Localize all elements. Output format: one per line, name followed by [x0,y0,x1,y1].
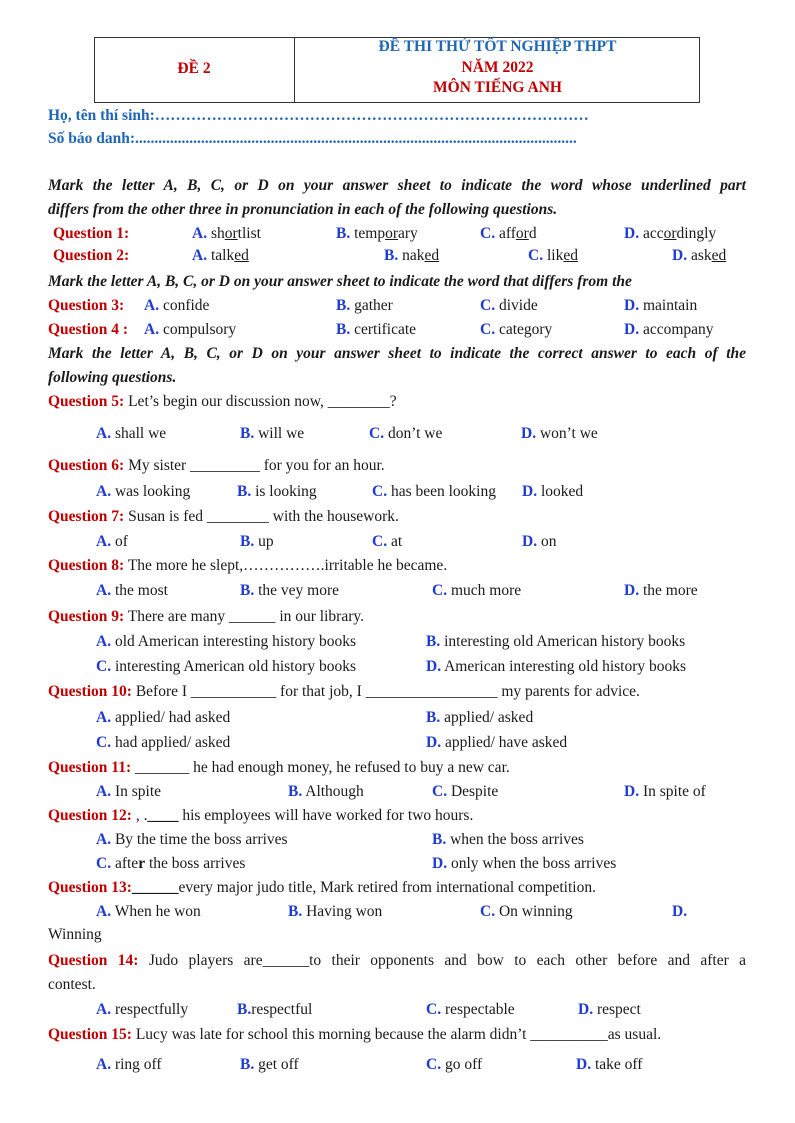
question-label: Question 12: [48,807,132,824]
option-letter: A. [96,582,112,599]
option-letter: D. [672,247,688,264]
option-text: d [528,225,537,242]
option-text: respectful [251,1001,313,1018]
q11-option-b[interactable] [288,783,364,801]
option-text: On winning [498,903,573,920]
option-letter: B. [426,633,441,650]
option-text: confide [162,297,210,314]
option-text: In spite [114,783,162,800]
option-text: was looking [114,483,191,500]
option-text: Despite [450,783,499,800]
option-letter: A. [96,709,112,726]
q10-option-a[interactable] [96,709,230,727]
q2-option-d[interactable] [672,247,726,265]
question-13-stem: Question 13:______every major judo title, Mark retired from international competition. [48,879,596,896]
question-label: Question 14: [48,952,139,969]
option-letter: B. [336,321,351,338]
q7-option-d[interactable] [522,533,556,551]
question-label: Question 5: [48,393,125,410]
option-text: respectfully [114,1001,189,1018]
option-letter: A. [96,903,112,920]
option-text: looked [540,483,584,500]
option-letter: C. [426,1001,442,1018]
q6-option-d[interactable] [522,483,583,501]
option-letter: A. [96,633,112,650]
q12-option-d[interactable] [432,855,616,873]
option-letter: D. [576,1056,592,1073]
option-text: certificate [354,321,417,338]
option-text: ring off [114,1056,162,1073]
option-letter: C. [480,225,496,242]
option-letter: D. [426,658,442,675]
question-1-label: Question 1: [53,225,130,242]
q9-option-c[interactable] [96,658,356,676]
option-text: will we [258,425,305,442]
question-6-stem: Question 6: My sister _________ for you for an hour. [48,457,385,474]
option-letter: B. [288,903,303,920]
q3-option-b[interactable] [336,297,393,315]
q7-option-a[interactable] [96,533,128,551]
q5-option-a[interactable] [96,425,166,443]
instruction-grammar-line2: following questions. [48,369,177,386]
option-text: at [390,533,403,550]
q12-option-c[interactable]: C. after the boss arrives [96,855,246,872]
option-text: tlist [237,225,261,242]
option-letter: B. [288,783,303,800]
q14-option-c[interactable] [426,1001,515,1019]
option-text: accompany [642,321,714,338]
q11-option-a[interactable] [96,783,161,801]
underlined-part: or [224,225,238,242]
exam-title-line1: ĐỀ THI THỬ TỐT NGHIỆP THPT [378,38,617,55]
question-2-label: Question 2: [53,247,130,264]
option-letter: D. [624,321,640,338]
option-text: temp [354,225,386,242]
option-letter: A. [192,247,208,264]
option-text: applied/ asked [444,709,534,726]
option-text: gather [354,297,393,314]
option-letter: C. [432,582,448,599]
option-letter: C. [528,247,544,264]
q2-option-c[interactable] [528,247,578,265]
q13-option-d-letter[interactable]: D. [672,903,688,920]
question-label: Question 15: [48,1026,132,1043]
option-text: afte [114,855,139,872]
underlined-part: ed [424,247,440,264]
question-10-stem: Question 10: Before I ___________ for that job, I _________________ my parents for advice. [48,683,640,700]
option-text: dingly [676,225,717,242]
q13-option-b[interactable] [288,903,382,921]
q15-option-a[interactable] [96,1056,162,1074]
exam-code: ĐỀ 2 [177,60,211,77]
option-text: category [498,321,553,338]
option-letter: C. [480,321,496,338]
option-letter: C. [426,1056,442,1073]
q9-option-b[interactable] [426,633,685,651]
option-letter: D. [578,1001,594,1018]
option-text: maintain [642,297,698,314]
q10-option-d[interactable] [426,734,567,752]
q4-option-d[interactable] [624,321,714,339]
option-text: old American interesting history books [114,633,357,650]
option-letter: B. [432,831,447,848]
q10-option-c[interactable] [96,734,230,752]
option-text: divide [498,297,538,314]
option-text: sh [210,225,225,242]
option-letter: A. [96,783,112,800]
q5-option-c[interactable] [369,425,442,443]
q12-option-a[interactable] [96,831,288,849]
question-label: Question 6: [48,457,125,474]
q15-option-c[interactable] [426,1056,482,1074]
q11-option-c[interactable] [432,783,498,801]
option-letter: C. [96,855,112,872]
option-letter: D. [624,582,640,599]
option-letter: C. [480,903,496,920]
q4-option-b[interactable] [336,321,416,339]
q14-option-b[interactable] [237,1001,312,1019]
option-text: on [540,533,557,550]
option-letter: D. [624,297,640,314]
underlined-part: or [663,225,677,242]
instruction-grammar-line1: Mark the letter A, B, C, or D on your answer sheet to indicate the correct answer to each of the [48,345,746,362]
option-text: has been looking [390,483,496,500]
option-text: the vey more [258,582,340,599]
underlined-part: ed [563,247,578,264]
option-letter: D. [624,783,640,800]
option-letter: A. [144,297,160,314]
q8-option-d[interactable] [624,582,698,600]
q4-option-c[interactable] [480,321,552,339]
option-letter: D. [624,225,640,242]
option-text: applied/ had asked [114,709,231,726]
question-9-stem: Question 9: There are many ______ in our library. [48,608,364,625]
option-letter: D. [521,425,537,442]
q14-option-a[interactable] [96,1001,188,1019]
q1-option-c[interactable] [480,225,537,243]
option-letter: B. [240,1056,255,1073]
option-letter: A. [96,483,112,500]
option-text: don’t we [387,425,443,442]
q13-option-d-text[interactable]: Winning [48,926,102,943]
question-14-stem-cont: contest. [48,976,96,993]
question-label: Question 9: [48,608,125,625]
option-text: when the boss arrives [450,831,584,848]
option-letter: A. [96,533,112,550]
exam-title-line3: MÔN TIẾNG ANH [433,79,562,96]
question-14-stem: Question 14: Judo players are______to their opponents and bow to each other before and after a [48,952,746,969]
option-letter: C. [96,734,112,751]
q3-option-c[interactable] [480,297,538,315]
option-letter: B. [237,1001,252,1018]
underlined-part: ed [234,247,249,264]
instruction-pronunciation-line1: Mark the letter A, B, C, or D on your answer sheet to indicate the word whose underlined part [48,177,746,194]
q15-option-b[interactable] [240,1056,299,1074]
q15-option-d[interactable] [576,1056,642,1074]
option-letter: C. [372,483,388,500]
q3-option-a[interactable] [144,297,209,315]
option-letter: B. [240,533,255,550]
q5-option-b[interactable] [240,425,304,443]
option-letter: C. [372,533,388,550]
option-letter: A. [96,425,112,442]
q3-option-d[interactable] [624,297,697,315]
option-text: nak [402,247,425,264]
option-text: shall we [114,425,167,442]
option-letter: D. [522,533,538,550]
option-letter: D. [522,483,538,500]
q12-option-b[interactable] [432,831,584,849]
option-letter: A. [144,321,160,338]
option-text: much more [450,582,522,599]
q13-option-c[interactable] [480,903,573,921]
question-3-label: Question 3: [48,297,125,314]
q9-option-d[interactable] [426,658,686,676]
option-letter: B. [336,297,351,314]
q8-option-b[interactable] [240,582,339,600]
question-label: Question 13: [48,879,132,896]
question-5-stem: Question 5: Let’s begin our discussion now, ________? [48,393,397,410]
q2-option-b[interactable] [384,247,439,265]
option-letter: D. [432,855,448,872]
option-text: respectable [444,1001,515,1018]
option-letter: C. [480,297,496,314]
underlined-part: ed [711,247,727,264]
option-text: interesting old American history books [444,633,686,650]
question-15-stem: Question 15: Lucy was late for school this morning because the alarm didn’t __________as usual. [48,1026,662,1043]
q8-option-c[interactable] [432,582,521,600]
option-text: ary [398,225,418,242]
q11-option-d[interactable] [624,783,706,801]
option-text: take off [594,1056,643,1073]
option-letter: C. [432,783,448,800]
q7-option-b[interactable] [240,533,274,551]
option-letter: A. [192,225,208,242]
option-letter: B. [237,483,252,500]
q14-option-d[interactable] [578,1001,641,1019]
q8-option-a[interactable] [96,582,168,600]
option-text: By the time the boss arrives [114,831,288,848]
q1-option-b[interactable] [336,225,418,243]
q6-option-a[interactable] [96,483,190,501]
option-text: applied/ have asked [444,734,568,751]
q13-option-a[interactable] [96,903,201,921]
option-text: go off [444,1056,483,1073]
option-text: ask [690,247,712,264]
question-label: Question 7: [48,508,125,525]
q1-option-d[interactable] [624,225,716,243]
question-label: Question 11: [48,759,132,776]
option-letter: B. [336,225,351,242]
option-text: respect [596,1001,641,1018]
option-letter: B. [384,247,399,264]
option-letter: D. [426,734,442,751]
q10-option-b[interactable] [426,709,533,727]
q9-option-a[interactable] [96,633,356,651]
instruction-pronunciation-line2: differs from the other three in pronunciation in each of the following questions. [48,201,558,218]
instruction-stress: Mark the letter A, B, C, or D on your answer sheet to indicate the word that differs from the [48,273,632,290]
question-7-stem: Question 7: Susan is fed ________ with the housework. [48,508,399,525]
option-letter: B. [240,582,255,599]
option-text: American interesting old history books [444,658,687,675]
option-text: When he won [114,903,201,920]
q1-option-a[interactable] [192,225,261,243]
question-4-label: Question 4 : [48,321,129,338]
question-12-stem: Question 12: , .____ his employees will have worked for two hours. [48,807,474,824]
option-text: the more [642,582,698,599]
option-text: lik [546,247,564,264]
option-text: of [114,533,128,550]
option-letter: C. [96,658,112,675]
option-text: get off [258,1056,299,1073]
question-8-stem: Question 8: The more he slept,…………….irritable he became. [48,557,448,574]
underlined-part: or [385,225,399,242]
option-text: Although [305,783,364,800]
option-text: had applied/ asked [114,734,231,751]
question-label: Question 8: [48,557,125,574]
option-text: talk [210,247,235,264]
option-text: the most [114,582,168,599]
option-letter: A. [96,1056,112,1073]
option-text: aff [498,225,516,242]
option-letter: C. [369,425,385,442]
q6-option-c[interactable] [372,483,496,501]
option-text: compulsory [162,321,237,338]
option-text: In spite of [642,783,706,800]
option-text: up [258,533,274,550]
student-id-field: Số báo danh:.................................................................................................................. [48,130,577,147]
option-text: Having won [306,903,383,920]
option-text: only when the boss arrives [450,855,617,872]
question-11-stem: Question 11: _______ he had enough money, he refused to buy a new car. [48,759,510,776]
option-letter: B. [426,709,441,726]
option-letter: A. [96,1001,112,1018]
q6-option-b[interactable] [237,483,317,501]
option-text: interesting American old history books [114,658,357,675]
q4-option-a[interactable] [144,321,236,339]
q2-option-a[interactable] [192,247,249,265]
q5-option-d[interactable] [521,425,598,443]
option-text: won’t we [539,425,598,442]
underlined-part: or [515,225,529,242]
option-letter: A. [96,831,112,848]
student-name-field: Họ, tên thí sinh:………………………………………………………………………… [48,107,589,124]
option-text: is looking [255,483,317,500]
option-letter: B. [240,425,255,442]
q7-option-c[interactable] [372,533,402,551]
option-text: acc [642,225,664,242]
question-label: Question 10: [48,683,132,700]
exam-title-line2: NĂM 2022 [461,59,534,76]
